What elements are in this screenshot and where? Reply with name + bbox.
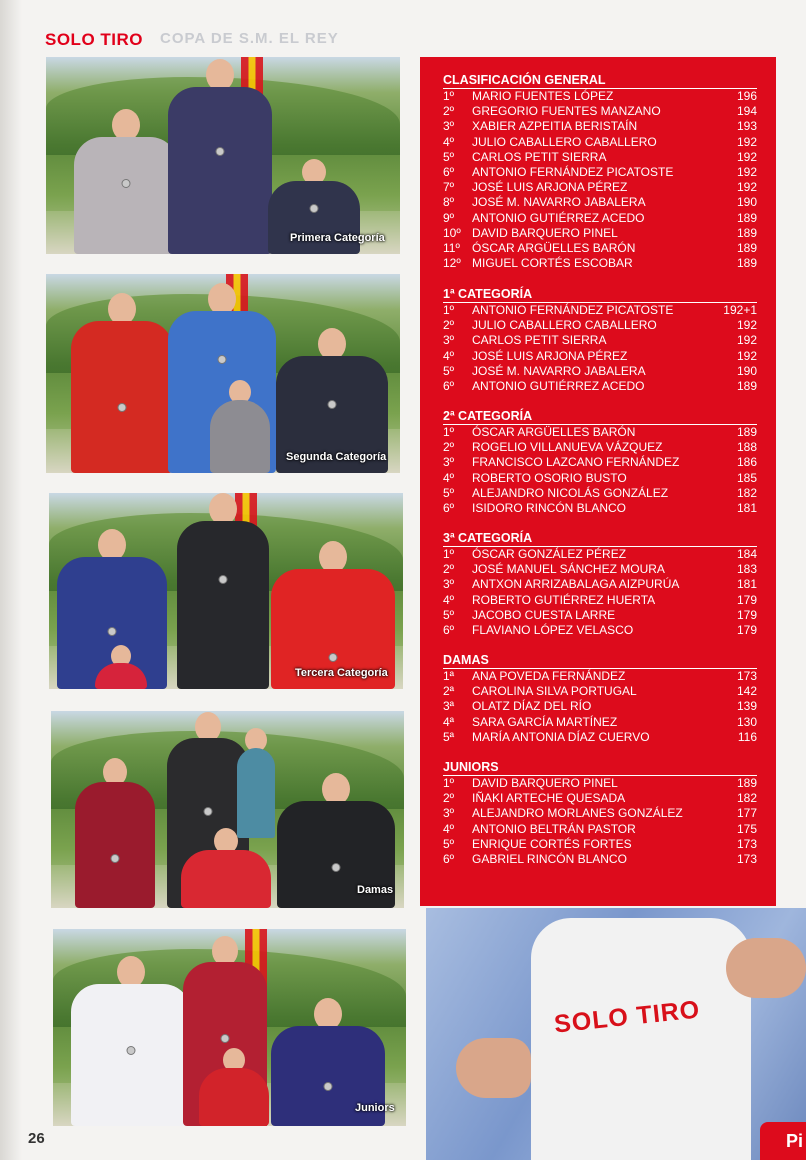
result-name: CARLOS PETIT SIERRA (472, 333, 607, 348)
result-row (443, 593, 757, 608)
result-row (443, 303, 757, 318)
result-score: 183 (736, 562, 757, 577)
result-pos: 1º (443, 89, 455, 103)
result-row (443, 135, 757, 150)
advert-image (426, 908, 806, 1160)
page-spine (0, 0, 22, 1160)
photo-tercera-categoria (49, 493, 403, 689)
photo-caption: Tercera Categoría (295, 667, 388, 679)
result-score: 192+1 (723, 303, 757, 317)
result-row (443, 501, 757, 516)
result-name: JULIO CABALLERO CABALLERO (472, 134, 657, 149)
result-row (443, 623, 757, 638)
result-score: 192 (736, 180, 757, 195)
result-row (443, 349, 757, 364)
result-score: 186 (736, 455, 757, 470)
result-name: ROBERTO GUTIÉRREZ HUERTA (472, 592, 656, 607)
result-row (443, 455, 757, 470)
result-pos: 10º (443, 225, 461, 240)
result-score: 189 (736, 210, 757, 225)
result-pos: 5º (443, 149, 455, 164)
photo-damas (51, 711, 404, 908)
result-name: JACOBO CUESTA LARRE (472, 607, 616, 622)
result-row (443, 608, 757, 623)
result-row (443, 730, 757, 745)
result-name: ROBERTO OSORIO BUSTO (472, 470, 627, 485)
result-pos: 9º (443, 210, 455, 225)
result-row (443, 150, 757, 165)
result-row (443, 715, 757, 730)
result-row (443, 256, 757, 271)
photo-primera-categoria (46, 57, 400, 254)
result-row (443, 211, 757, 226)
result-name: OLATZ DÍAZ DEL RÍO (472, 699, 592, 714)
result-name: ROGELIO VILLANUEVA VÁZQUEZ (472, 440, 663, 455)
result-pos: 2º (443, 791, 455, 806)
result-score: 179 (736, 607, 757, 622)
result-score: 173 (736, 669, 757, 683)
person (210, 380, 270, 473)
section-title: SOLO TIRO (45, 30, 143, 49)
result-score: 189 (736, 225, 757, 240)
result-pos: 4º (443, 592, 455, 607)
result-score: 189 (736, 256, 757, 271)
results-section (443, 287, 757, 394)
result-score: 192 (736, 165, 757, 180)
result-pos: 3º (443, 577, 455, 592)
result-score: 192 (736, 348, 757, 363)
faint-header: COPA DE S.M. EL REY (160, 30, 339, 47)
result-name: ÓSCAR ARGÜELLES BARÓN (472, 241, 636, 256)
person (181, 828, 271, 908)
result-pos: 5º (443, 363, 455, 378)
result-name: CARLOS PETIT SIERRA (472, 149, 607, 164)
result-pos: 5ª (443, 729, 455, 744)
result-name: GABRIEL RINCÓN BLANCO (472, 852, 627, 867)
result-score: 192 (736, 318, 757, 333)
result-score: 194 (736, 104, 757, 119)
result-score: 190 (736, 363, 757, 378)
result-name: ALEJANDRO NICOLÁS GONZÁLEZ (472, 485, 669, 500)
result-pos: 2º (443, 440, 455, 455)
result-pos: 11º (443, 241, 460, 256)
result-score: 179 (736, 623, 757, 638)
result-score: 196 (736, 89, 757, 103)
result-score: 192 (736, 134, 757, 149)
result-score: 182 (736, 791, 757, 806)
result-row (443, 241, 757, 256)
result-pos: 6º (443, 165, 455, 180)
person (74, 109, 178, 254)
person (95, 645, 147, 689)
result-row (443, 577, 757, 592)
result-row (443, 119, 757, 134)
result-name: MARIO FUENTES LÓPEZ (472, 89, 614, 103)
result-name: JOSÉ M. NAVARRO JABALERA (472, 195, 646, 210)
results-section-title: JUNIORS (443, 760, 757, 776)
result-score: 177 (736, 806, 757, 821)
result-name: ANTONIO BELTRÁN PASTOR (472, 821, 636, 836)
result-score: 190 (736, 195, 757, 210)
result-pos: 3º (443, 455, 455, 470)
result-row (443, 471, 757, 486)
result-score: 192 (736, 333, 757, 348)
result-name: GREGORIO FUENTES MANZANO (472, 104, 661, 119)
result-score: 181 (736, 577, 757, 592)
result-name: XABIER AZPEITIA BERISTAÍN (472, 119, 638, 134)
result-pos: 3º (443, 806, 455, 821)
next-page-tab: Pi (760, 1122, 806, 1160)
result-name: SARA GARCÍA MARTÍNEZ (472, 714, 618, 729)
result-row (443, 104, 757, 119)
result-score: 184 (736, 547, 757, 561)
page-number: 26 (28, 1130, 45, 1147)
result-score: 185 (736, 470, 757, 485)
result-row (443, 89, 757, 104)
results-section (443, 760, 757, 867)
person (71, 293, 173, 473)
result-pos: 1º (443, 425, 455, 439)
results-section-title: DAMAS (443, 653, 757, 669)
result-pos: 4ª (443, 714, 455, 729)
result-row (443, 440, 757, 455)
result-pos: 2º (443, 104, 455, 119)
result-pos: 8º (443, 195, 455, 210)
result-score: 173 (736, 836, 757, 851)
photo-caption: Primera Categoría (290, 232, 385, 244)
results-section-title: 3ª CATEGORÍA (443, 531, 757, 547)
photo-segunda-categoria (46, 274, 400, 473)
result-pos: 4º (443, 134, 455, 149)
result-score: 175 (736, 821, 757, 836)
result-row (443, 195, 757, 210)
result-pos: 1ª (443, 669, 455, 683)
result-row (443, 806, 757, 821)
person (199, 1048, 269, 1126)
result-row (443, 837, 757, 852)
result-pos: 1º (443, 547, 455, 561)
result-row (443, 425, 757, 440)
thumb-hand (456, 1038, 531, 1098)
result-score: 130 (736, 714, 757, 729)
results-section-title: 1ª CATEGORÍA (443, 287, 757, 303)
result-pos: 5º (443, 836, 455, 851)
result-name: JOSÉ LUIS ARJONA PÉREZ (472, 180, 628, 195)
result-row (443, 547, 757, 562)
result-score: 193 (736, 119, 757, 134)
result-row (443, 852, 757, 867)
result-name: ÓSCAR GONZÁLEZ PÉREZ (472, 547, 627, 561)
results-section (443, 531, 757, 638)
result-pos: 1º (443, 303, 455, 317)
result-name: ANTONIO GUTIÉRREZ ACEDO (472, 379, 645, 394)
advert-text: SOLO TIRO (552, 995, 702, 1039)
result-name: DAVID BARQUERO PINEL (472, 225, 618, 240)
photo-caption: Damas (357, 884, 394, 896)
result-pos: 3ª (443, 699, 455, 714)
result-name: ENRIQUE CORTÉS FORTES (472, 836, 632, 851)
result-pos: 3º (443, 333, 455, 348)
result-name: ÓSCAR ARGÜELLES BARÓN (472, 425, 636, 439)
results-panel (420, 57, 776, 906)
result-name: FLAVIANO LÓPEZ VELASCO (472, 623, 634, 638)
result-pos: 2º (443, 318, 455, 333)
result-score: 173 (736, 852, 757, 867)
result-row (443, 669, 757, 684)
result-name: CAROLINA SILVA PORTUGAL (472, 684, 637, 699)
result-pos: 4º (443, 821, 455, 836)
photo-caption: Juniors (355, 1102, 395, 1114)
result-score: 181 (736, 501, 757, 516)
result-pos: 12º (443, 256, 461, 271)
result-name: DAVID BARQUERO PINEL (472, 776, 618, 790)
result-row (443, 180, 757, 195)
result-name: JOSÉ MANUEL SÁNCHEZ MOURA (472, 562, 665, 577)
result-score: 192 (736, 149, 757, 164)
result-name: ALEJANDRO MORLANES GONZÁLEZ (472, 806, 683, 821)
result-row (443, 822, 757, 837)
result-name: ANA POVEDA FERNÁNDEZ (472, 669, 626, 683)
results-section (443, 409, 757, 516)
result-row (443, 226, 757, 241)
result-pos: 6º (443, 501, 455, 516)
result-name: ISIDORO RINCÓN BLANCO (472, 501, 627, 516)
result-pos: 5º (443, 485, 455, 500)
result-score: 139 (736, 699, 757, 714)
result-score: 188 (736, 440, 757, 455)
results-section-title: CLASIFICACIÓN GENERAL (443, 73, 757, 89)
result-name: IÑAKI ARTECHE QUESADA (472, 791, 626, 806)
person (71, 956, 191, 1126)
person (177, 493, 269, 689)
result-pos: 6º (443, 623, 455, 638)
results-section (443, 653, 757, 745)
result-pos: 1º (443, 776, 455, 790)
result-row (443, 791, 757, 806)
result-row (443, 562, 757, 577)
result-name: ANTXON ARRIZABALAGA AIZPURÚA (472, 577, 680, 592)
result-row (443, 364, 757, 379)
result-row (443, 379, 757, 394)
result-row (443, 684, 757, 699)
result-row (443, 699, 757, 714)
result-pos: 6º (443, 852, 455, 867)
result-name: MARÍA ANTONIA DÍAZ CUERVO (472, 729, 650, 744)
result-name: ANTONIO GUTIÉRREZ ACEDO (472, 210, 645, 225)
results-section-title: 2ª CATEGORÍA (443, 409, 757, 425)
result-score: 182 (736, 485, 757, 500)
result-row (443, 486, 757, 501)
result-pos: 4º (443, 470, 455, 485)
photo-juniors (53, 929, 406, 1126)
result-score: 142 (736, 684, 757, 699)
result-pos: 4º (443, 348, 455, 363)
hand (726, 938, 806, 998)
result-score: 116 (737, 729, 757, 744)
result-name: ANTONIO FERNÁNDEZ PICATOSTE (472, 165, 674, 180)
result-row (443, 318, 757, 333)
result-score: 179 (736, 592, 757, 607)
result-row (443, 333, 757, 348)
result-score: 189 (736, 776, 757, 790)
result-pos: 2º (443, 562, 455, 577)
person (168, 59, 272, 254)
result-row (443, 776, 757, 791)
result-pos: 3º (443, 119, 455, 134)
result-name: JOSÉ LUIS ARJONA PÉREZ (472, 348, 628, 363)
person (75, 758, 155, 908)
result-score: 189 (736, 425, 757, 439)
result-row (443, 165, 757, 180)
result-score: 189 (736, 241, 757, 256)
result-name: FRANCISCO LAZCANO FERNÁNDEZ (472, 455, 680, 470)
result-name: JULIO CABALLERO CABALLERO (472, 318, 657, 333)
result-pos: 7º (443, 180, 455, 195)
result-name: MIGUEL CORTÉS ESCOBAR (472, 256, 633, 271)
result-name: ANTONIO FERNÁNDEZ PICATOSTE (472, 303, 674, 317)
result-pos: 2ª (443, 684, 455, 699)
result-pos: 6º (443, 379, 455, 394)
results-section (443, 73, 757, 271)
result-pos: 5º (443, 607, 455, 622)
result-name: JOSÉ M. NAVARRO JABALERA (472, 363, 646, 378)
result-score: 189 (736, 379, 757, 394)
photo-caption: Segunda Categoría (286, 451, 387, 463)
